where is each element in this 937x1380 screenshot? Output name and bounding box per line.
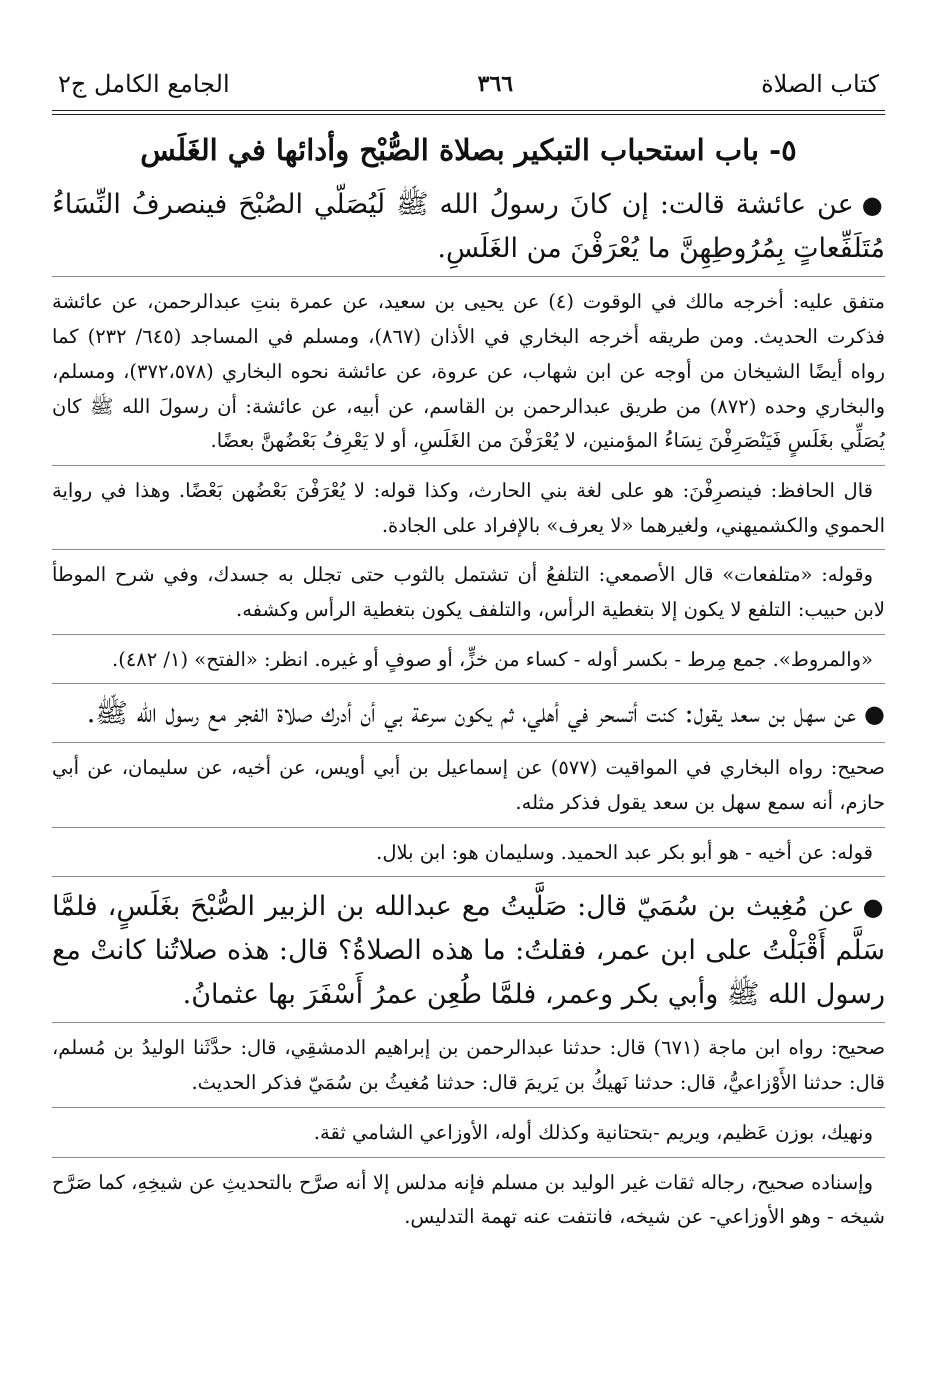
commentary-paragraph: صحيح: رواه ابن ماجة (٦٧١) قال: حدثنا عبدالرحمن بن إبراهيم الدمشقِي، قال: حدَّثَنا الوليدُ بن مُسلم، قال: حدثنا الأَوْزاعيُّ، قال: حدثنا نَهيكُ بن يَريمَ قال: حدثنا مُغيثُ بن سُمَيّ فذكر الحديث. <box>52 1036 886 1095</box>
commentary-paragraph: ونهيك، بوزن عَظيم، ويريم -بتحتانية وكذلك أوله، الأوزاعي الشامي ثقة. <box>313 1120 873 1144</box>
hadith-body: عن مُغِيث بن سُمَيّ قال: صَلَّيتُ مع عبدالله بن الزبير الصُّبْحَ بغَلَسٍ، فلمَّا سَلَّم أَقْبَلْتُ على ابن عمر، فقلتُ: ما هذه الصلاةُ؟ قال: هذه صلاتُنا كانتْ مع رسول الله ﷺ وأبي بكر وعمر، فلمَّا طُعِن عمرُ أَسْفَرَ بها عثمانُ. <box>52 891 885 1010</box>
hadith-body: عن عائشة قالت: إن كانَ رسولُ الله ﷺ لَيُصَلّي الصُبْحَ فينصرفُ النِّسَاءُ مُتَلَفِّعاتٍ بِمُرُوطِهِنَّ ما يُعْرَفْنَ من الغَلَسِ. <box>52 188 885 264</box>
divider <box>52 1157 885 1158</box>
divider <box>52 683 885 684</box>
commentary-paragraph: متفق عليه: أخرجه مالك في الوقوت (٤) عن يحيى بن سعيد، عن عمرة بنتِ عبدالرحمن، عن عائشة فذكرت الحديث. ومن طريقه أخرجه البخاري في الأذان (٨٦٧)، ومسلم في المساجد (٦٤٥/ ٢٣٢) كما رواه أيضًا الشيخان من أوجه عن ابن شهاب، عن عروة، عن عائشة نحوه البخاري (٣٧٢،٥٧٨)، ومسلم، والبخاري وحده (٨٧٢) من طريق عبدالرحمن بن القاسم، عن أبيه، عن عائشة: أن رسولَ الله ﷺ كان يُصَلِّي بغَلَسٍ فَيَنْصَرِفْنَ نِسَاءُ المؤمنين، لا يُعْرَفْنَ من الغَلَسِ، أو لا يَعْرِفُ بَعْضُهنَّ بعضًا. <box>52 290 886 453</box>
commentary-paragraph: قال الحافظ: فينصرِفْنَ: هو على لغة بني الحارث، وكذا قوله: لا يُعْرَفْنَ بَعْضُهن بَعْضًا. وهذا في رواية الحموي والكشميهني، ولغيرهما «لا يعرف» بالإفراد على الجادة. <box>52 478 885 537</box>
divider <box>52 276 885 277</box>
commentary-paragraph: «والمروط». جمع مِرط - بكسر أوله - كساء من خزٍّ، أو صوفٍ أو غيره. انظر: «الفتح» (١/ ٤٨٢). <box>112 647 873 671</box>
chapter-title: ٥- باب استحباب التبكير بصلاة الصُّبْح وأدائها في الغَلَس <box>140 133 797 167</box>
header-rule-inner <box>52 114 885 115</box>
divider <box>52 742 885 743</box>
series-title: الجامع الكامل ج٢ <box>58 70 230 98</box>
commentary-paragraph: قوله: عن أخيه - هو أبو بكر عبد الحميد. وسليمان هو: ابن بلال. <box>376 840 873 864</box>
page-body <box>52 128 885 1360</box>
commentary-paragraph: وإسناده صحيح، رجاله ثقات غير الوليد بن مسلم فإنه مدلس إلا أنه صرَّح بالتحديثِ عن شيخِهِ، كما صَرَّح شيخه - وهو الأوزاعي- عن شيخه، فانتفت عنه تهمة التدليس. <box>52 1170 885 1229</box>
divider <box>52 634 885 635</box>
divider <box>52 827 885 828</box>
book-title: كتاب الصلاة <box>761 70 879 98</box>
running-header <box>58 64 879 104</box>
page-number: ٣٦٦ <box>477 71 514 97</box>
divider <box>52 876 885 877</box>
bullet-icon: ● <box>864 700 885 729</box>
divider <box>52 465 885 466</box>
bullet-icon: ● <box>861 190 885 219</box>
commentary-paragraph: صحيح: رواه البخاري في المواقيت (٥٧٧) عن إسماعيل بن أبي أويس، عن أخيه، عن سليمان، عن أبي حازم، أنه سمع سهل بن سعد يقول فذكر مثله. <box>52 756 885 814</box>
commentary-paragraph: وقوله: «متلفعات» قال الأصمعي: التلفعُ أن تشتمل بالثوب حتى تجلل به جسدك، وفي شرح الموطأ لابن حبيب: التلفع لا يكون إلا بتغطية الرأس، والتلفف يكون بتغطية الرأس وكشفه. <box>52 563 885 622</box>
divider <box>52 1022 885 1023</box>
hadith-text <box>52 885 885 1016</box>
bullet-icon: ● <box>862 893 885 922</box>
hadith-body: عن سهل بن سعد يقول: كنت أتسحر في أهلي، ثم يكون سرعة بي أن أدرك صلاة الفجر مع رسول الله ﷺ. <box>86 698 857 730</box>
hadith-text <box>52 183 885 270</box>
hadith-text <box>52 692 885 736</box>
divider <box>52 549 885 550</box>
header-rule <box>52 110 885 111</box>
divider <box>52 1107 885 1108</box>
